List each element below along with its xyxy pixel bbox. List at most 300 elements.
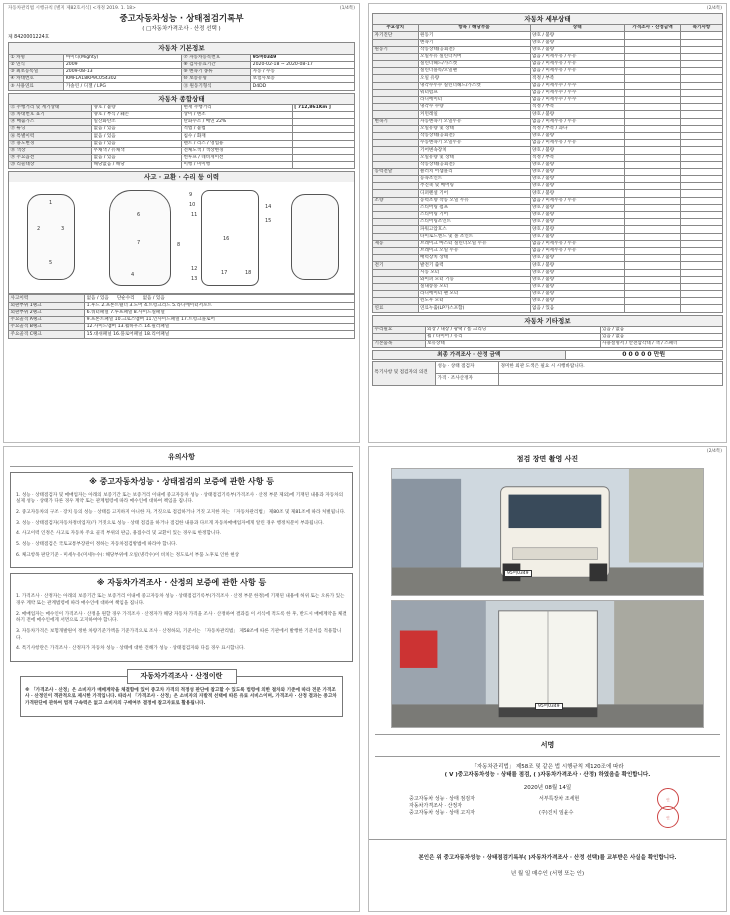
device-name: [373, 204, 419, 211]
opinion-inspector-label: 성능 · 상태 점검자: [436, 361, 499, 373]
car-top-view: [109, 190, 171, 286]
detail-row: [373, 125, 723, 132]
device-name: [373, 132, 419, 139]
field-label: ② 연식: [9, 61, 64, 68]
item-name: 동력조향 작동 오일 누유: [418, 197, 530, 204]
document-title: 중고자동차성능 · 상태점검기록부: [119, 14, 244, 24]
item-state: 없음 / 미세누수 / 누수: [530, 82, 625, 89]
device-name: [373, 147, 419, 154]
mileage-cell: [292, 162, 354, 169]
part-number: 7: [137, 240, 141, 247]
item-state: 양호 / 불량: [530, 111, 625, 118]
item-state: 없음 / 미세누유 / 누유: [530, 240, 625, 247]
field-label: 사고이력: [9, 295, 85, 302]
device-name: 원동기: [373, 46, 419, 53]
item-name: 실린더헤드/가스켓: [418, 61, 530, 68]
field-value: 휠 / 타이어 / 유리: [425, 333, 600, 340]
item-state: 적정 / 부족: [530, 75, 625, 82]
mileage-cell: [292, 133, 354, 140]
accident-value: 단순수리: [116, 295, 135, 301]
remark-cell: [681, 89, 723, 96]
item-name: 기어변속장치: [418, 147, 530, 154]
notice-paragraph: 1. 성능 · 상태점검자 및 매매업자는 아래의 보증기간 또는 보증거리 이내에 중고자동차 성능 · 상태점검기록부(가격조사 · 산정 부분 제외)에 기재된 내용과 자동차의 실제 성능 · 상태가 다른 경우 계약 또는 관계법령에 따라 매수인에 대하여 책임을 집니다.: [16, 492, 344, 505]
field-value: 2020-02-18 ~ 2020-08-17: [251, 61, 355, 68]
appraisal-cell: [625, 118, 681, 125]
appraisal-cell: [625, 147, 681, 154]
remark-cell: [681, 82, 723, 89]
field-value: [85, 295, 355, 302]
remark-cell: [681, 247, 723, 254]
mileage-cell: [292, 126, 354, 133]
detail-row: [373, 204, 723, 211]
part-number: 9: [189, 192, 193, 199]
stamp-seal-2: [657, 806, 679, 828]
remark-cell: [681, 168, 723, 175]
notice-paragraph: 2. 매매업자는 매수인이 가격조사 · 산정을 원할 경우 가격조사 · 산정자가 해당 자동차 가격을 조사 · 산정하여 결과를 이 서식에 적도록 한 후, 반드시 매매계약을 체결하기 전에 매수인에게 서면으로 고지하여야 합니다.: [16, 611, 347, 624]
mileage-cell: [292, 154, 354, 161]
detail-row: [373, 255, 723, 262]
item-state: 없음 / 미세누유 / 누유: [530, 61, 625, 68]
appraisal-warranty-title: ※ 자동차가격조사 · 산정의 보증에 관한 사항 등: [96, 578, 267, 588]
remark-cell: [681, 262, 723, 269]
accident-table: [8, 294, 355, 338]
remark-cell: [681, 111, 723, 118]
remark-cell: [681, 147, 723, 154]
item-name: 라디에이터: [418, 97, 530, 104]
device-name: [373, 111, 419, 118]
item-state: 없음 / 미세누유 / 누유: [530, 197, 625, 204]
appraisal-cell: [625, 111, 681, 118]
detail-row: [373, 68, 723, 75]
opinion-appraiser-label: 가격 · 조사산정자: [436, 373, 499, 385]
inspection-warranty-title: ※ 중고자동차성능 · 상태점검의 보증에 관한 사항 등: [89, 476, 274, 486]
overall-row: [9, 119, 355, 126]
basic-info-row: [9, 83, 355, 90]
item-name: 오일유량 및 상태: [418, 154, 530, 161]
appraisal-definition-box: [20, 671, 343, 717]
appraisal-cell: [625, 190, 681, 197]
appraisal-definition-title: 자동차가격조사 · 산정이란: [127, 669, 237, 684]
other-info-row: [373, 341, 723, 348]
remark-cell: [681, 61, 723, 68]
item-name: 자동변속기 오일누유: [418, 118, 530, 125]
item-state: 양호 / 불량: [530, 46, 625, 53]
field-label: ⑮ 튜닝: [9, 126, 92, 133]
opinion-table: [372, 361, 723, 386]
item-name: 변속기: [418, 39, 530, 46]
part-number: 1: [49, 200, 53, 207]
part-number: 14: [265, 204, 272, 211]
basic-info-row: [9, 68, 355, 75]
field-label: ⑳ 리콜대상: [9, 162, 92, 169]
device-name: [373, 68, 419, 75]
field-value: 탄화수소 / 매연 22%: [181, 119, 292, 126]
remark-cell: [681, 32, 723, 39]
item-state: 양호 / 불량: [530, 132, 625, 139]
item-name: 타이로드엔드 및 볼 조인트: [418, 233, 530, 240]
remark-cell: [681, 75, 723, 82]
item-name: 냉각수 수량: [418, 104, 530, 111]
field-label: 주요골격 B랭크: [9, 324, 85, 331]
field-value: 렌트 / 리스 / 영업용: [181, 140, 292, 147]
item-name: 발전기 출력: [418, 262, 530, 269]
overall-row: [9, 162, 355, 169]
field-label: ⑬ 차대번호 표기: [9, 111, 92, 118]
appraisal-cell: [625, 125, 681, 132]
appraisal-cell: [625, 132, 681, 139]
appraisal-cell: [625, 140, 681, 147]
item-name: 연료누출(LP가스포함): [418, 305, 530, 312]
item-state: 양호 / 불량: [530, 276, 625, 283]
device-name: 자기진단: [373, 32, 419, 39]
item-name: 작동상태(공회전): [418, 161, 530, 168]
field-label: ⑯ 특별이력: [9, 133, 92, 140]
item-state: 적정 / 부족 / 과다: [530, 125, 625, 132]
detail-row: [373, 53, 723, 60]
stamp-seal-2-text: 인: [666, 815, 670, 820]
device-name: [373, 104, 419, 111]
part-number: 6: [137, 212, 141, 219]
field-value: [85, 302, 355, 309]
remark-cell: [681, 183, 723, 190]
detail-row: [373, 183, 723, 190]
detail-row: [373, 154, 723, 161]
accident-value: 없음 / 있음: [142, 295, 165, 301]
device-name: [373, 233, 419, 240]
front-license-plate: 95버0349: [504, 570, 532, 578]
overall-table: [8, 104, 355, 170]
item-name: 냉각수누수 실린더헤드/가스켓: [418, 82, 530, 89]
item-state: 양호 / 불량: [530, 39, 625, 46]
field-value: 양호 / 불량: [92, 104, 182, 111]
signature-row: [409, 810, 686, 816]
device-name: [373, 154, 419, 161]
part-number: 16: [223, 236, 230, 243]
item-state: 양호 / 불량: [530, 168, 625, 175]
remark-cell: [681, 118, 723, 125]
item-name: 오일유량 및 상태: [418, 125, 530, 132]
item-state: 양호 / 불량: [530, 204, 625, 211]
accident-value: 15.대쉬패널 16.플로어패널 18.리어패널: [86, 331, 170, 337]
appraisal-cell: [625, 61, 681, 68]
notice-paragraph: 3. 성능 · 상태점검자(자동차정비업자)가 거짓으로 성능 · 상태 점검을 하거나 점검한 내용과 다르게 자동차매매업자에게 알린 경우 행정처분이 부과됩니다.: [16, 520, 324, 526]
device-name: [373, 269, 419, 276]
detail-row: [373, 61, 723, 68]
mileage-cell: [292, 111, 354, 118]
overall-row: [9, 104, 355, 111]
field-label: ⑲ 주요옵션: [9, 154, 92, 161]
field-label: 외판부위 1랭크: [9, 302, 85, 309]
opinion-label: 특기사항 및 점검자의 의견: [373, 361, 436, 385]
appraisal-cell: [625, 68, 681, 75]
inspection-warranty-box: [10, 472, 353, 569]
field-label: 주요골격 C랭크: [9, 331, 85, 338]
device-name: [373, 183, 419, 190]
form-number: 자동차관리법 시행규칙 [별지 제82호서식] <개정 2019. 1. 18>: [8, 6, 136, 11]
rear-license-plate: 95버0349: [535, 703, 563, 711]
remark-cell: [681, 219, 723, 226]
part-number: 3: [61, 226, 65, 233]
device-name: [373, 283, 419, 290]
field-value: D4DD: [251, 83, 355, 90]
field-value: 가솔린 / 디젤 / LPG: [64, 83, 182, 90]
appraisal-cell: [625, 176, 681, 183]
item-state: 적정 / 부족: [530, 104, 625, 111]
field-label: ⑦ 자동차등록번호: [181, 54, 250, 61]
item-name: 오일누유 실린더커버: [418, 53, 530, 60]
item-name: 작동상태(공회전): [418, 46, 530, 53]
basic-info-row: [9, 76, 355, 83]
item-name: 클러치 어셈블리: [418, 168, 530, 175]
signer-name: (주)진치 임윤수: [539, 810, 574, 817]
field-value: 전체도색 / 색상변경: [181, 147, 292, 154]
part-number: 12: [191, 266, 198, 273]
remark-cell: [681, 39, 723, 46]
signature-date: 2020년 08월 14일: [523, 785, 572, 791]
remark-cell: [681, 283, 723, 290]
item-state: 없음 / 미세누수 / 누수: [530, 97, 625, 104]
part-number: 18: [245, 270, 252, 277]
accident-title: 사고 · 교환 · 수리 등 이력: [8, 171, 355, 182]
signature-statement-2: ( V )중고자동차성능 · 상태를 점검, ( )자동차가격조사 · 산정) 하였음을 확인합니다.: [444, 771, 651, 778]
overall-row: [9, 154, 355, 161]
detail-row: [373, 168, 723, 175]
detail-row: [373, 283, 723, 290]
device-name: 동력전달: [373, 168, 419, 175]
basic-info-row: [9, 54, 355, 61]
remark-cell: [681, 46, 723, 53]
item-state: 없음 / 미세누유 / 누유: [530, 53, 625, 60]
remark-cell: [681, 53, 723, 60]
appraisal-cell: [625, 53, 681, 60]
detail-row: [373, 39, 723, 46]
detail-row: [373, 276, 723, 283]
accident-row: [9, 295, 355, 302]
detail-row: [373, 219, 723, 226]
remark-cell: [681, 240, 723, 247]
item-name: 브레이크 마스터 실린더오일 누유: [418, 240, 530, 247]
detail-row: [373, 46, 723, 53]
appraisal-cell: [625, 39, 681, 46]
remark-cell: [681, 154, 723, 161]
field-value: 마이티(Mighty): [64, 54, 182, 61]
mileage-cell: [ 712,861Km ]: [292, 104, 354, 111]
detail-row: [373, 298, 723, 305]
appraisal-cell: [625, 82, 681, 89]
detail-row: [373, 176, 723, 183]
item-state: 양호 / 불량: [530, 298, 625, 305]
appraisal-definition-text: ※ 「가격조사 · 산정」은 소비자가 매매계약을 체결함에 있어 중고차 가격의 적정성 판단에 참고할 수 있도록 법령에 의한 절차와 기준에 따라 전문 가격조사 · 산정인이 객관적으로 제시한 가격입니다. 따라서 「가격조사 · 산정」은 소비자의 자발적 선택에 따른 유료 서비스이며, 가격조사 · 산정 결과는 중고차 가격판단에 관하여 법적 구속력은 없고 소비자의 구매여부 결정에 참고자료로 활용됩니다.: [25, 687, 337, 706]
item-name: 와이퍼 모터 기능: [418, 276, 530, 283]
detail-row: [373, 104, 723, 111]
field-value: 양호 / 부식 / 훼손: [92, 111, 182, 118]
receipt-confirmation: 본인은 위 중고자동차성능 · 상태점검기록부( )자동차가격조사 · 산정 선택)를 교부받은 사실을 확인합니다.: [418, 854, 677, 861]
remark-cell: [681, 176, 723, 183]
detail-header-cell: 상태: [530, 25, 625, 32]
remark-cell: [681, 68, 723, 75]
device-name: [373, 53, 419, 60]
appraisal-cell: [625, 104, 681, 111]
device-name: 전기: [373, 262, 419, 269]
item-state: 없음 / 미세누유 / 누유: [530, 140, 625, 147]
detail-row: [373, 32, 723, 39]
overall-row: [9, 140, 355, 147]
remark-cell: [681, 291, 723, 298]
detail-row: [373, 161, 723, 168]
field-label: ③ 최초등록일: [9, 68, 64, 75]
overall-row: [9, 111, 355, 118]
signer-role: 중고자동차 성능 · 상태 고지자: [409, 810, 475, 817]
field-value: [85, 309, 355, 316]
page-3-notes: [3, 446, 360, 912]
item-state: 없음 / 미세누유 / 누유: [530, 247, 625, 254]
page-label: (1/4쪽): [339, 6, 355, 11]
device-name: [373, 298, 419, 305]
appraisal-cell: [625, 212, 681, 219]
remark-cell: [681, 197, 723, 204]
appraisal-cell: [625, 219, 681, 226]
item-state: 없음 / 있음: [530, 305, 625, 312]
field-value: 사용설명서 / 안전삼각대 / 잭 / 스패너: [600, 341, 723, 348]
field-value: 2009-08-13: [64, 68, 182, 75]
part-number: 2: [37, 226, 41, 233]
basic-info-row: [9, 61, 355, 68]
accident-value: 없음 / 있음: [86, 295, 109, 301]
item-name: 브레이크 오일 누유: [418, 247, 530, 254]
remark-cell: [681, 161, 723, 168]
field-value: 있음 / 없음: [600, 326, 723, 333]
item-name: 수동변속기 오일누유: [418, 140, 530, 147]
accident-value: 1.후드 2.프론트휀더 3.도어 4.트렁크리드 5.라디에이터서포트: [86, 302, 212, 308]
device-name: [373, 276, 419, 283]
part-number: 5: [49, 260, 53, 267]
item-state: 양호 / 불량: [530, 147, 625, 154]
detail-row: [373, 240, 723, 247]
device-name: [373, 97, 419, 104]
item-state: 양호 / 불량: [530, 269, 625, 276]
device-name: [373, 255, 419, 262]
detail-row: [373, 226, 723, 233]
field-label: ⑩ 보증유형: [181, 76, 250, 83]
buyer-signature-line: 년 월 일 매수인 (서명 또는 인): [510, 870, 585, 877]
notice-paragraph: 2. 중고자동차의 구조 · 장치 등의 성능 · 상태를 고지하지 아니한 자, 거짓으로 점검하거나 거짓 고지한 자는 「자동차관리법」 제80조 및 제81조에 따라 처벌됩니다.: [16, 510, 346, 516]
field-value: [85, 317, 355, 324]
remark-cell: [681, 298, 723, 305]
notice-paragraph: 1. 가격조사 · 산정자는 아래의 보증기간 또는 보증거리 이내에 중고자동차 성능 · 상태점검기록부(가격조사 · 산정 부분 한정)에 기재된 내용에 허위 또는 오류가 있는 경우 계약 또는 관계법령에 따라 매수인에 대하여 책임을 집니다.: [16, 594, 345, 606]
item-state: 양호 / 불량: [530, 219, 625, 226]
final-amount-table: [372, 350, 723, 360]
remark-cell: [681, 276, 723, 283]
appraisal-cell: [625, 247, 681, 254]
front-photo: [391, 468, 704, 596]
part-number: 4: [131, 272, 135, 279]
device-name: [373, 125, 419, 132]
field-label: 기본품목: [373, 341, 426, 348]
field-value: 없음 / 있음: [92, 126, 182, 133]
item-state: 양호 / 불량: [530, 212, 625, 219]
appraisal-cell: [625, 89, 681, 96]
detail-row: [373, 262, 723, 269]
detail-row: [373, 111, 723, 118]
item-name: 실내송풍 모터: [418, 283, 530, 290]
overall-row: [9, 147, 355, 154]
appraisal-cell: [625, 46, 681, 53]
notice-paragraph: 5. 성능 · 상태점검은 국토교통부장관이 정하는 자동차점검방법에 따라야 합니다.: [16, 542, 177, 548]
car-diagram: [8, 182, 355, 294]
item-state: 양호 / 불량: [530, 190, 625, 197]
remark-cell: [681, 132, 723, 139]
item-name: 등속조인트: [418, 176, 530, 183]
field-value: KMFLA18KP9C054302: [64, 76, 182, 83]
record-number: 제 8420001224호: [8, 34, 50, 40]
detail-row: [373, 97, 723, 104]
appraisal-cell: [625, 197, 681, 204]
car-right-view: [291, 194, 339, 280]
remark-cell: [681, 233, 723, 240]
item-state: 양호 / 불량: [530, 32, 625, 39]
stamp-seal-1-text: 인: [666, 797, 670, 802]
final-amount-label: 최종 가격조사 · 산정 금액: [373, 351, 566, 360]
field-label: ⑱ 색상: [9, 147, 92, 154]
rear-photo: [391, 600, 704, 728]
field-label: ⑧ 검사유효기간: [181, 61, 250, 68]
detail-header-cell: 가격조사 · 산정금액: [625, 25, 681, 32]
accident-row: [9, 309, 355, 316]
appraisal-cell: [625, 161, 681, 168]
field-label: ⑪ 원동기형식: [181, 83, 250, 90]
overall-row: [9, 133, 355, 140]
item-state: 양호 / 불량: [530, 255, 625, 262]
field-value: 없음 / 있음: [92, 154, 182, 161]
device-name: [373, 226, 419, 233]
field-value: 적법 / 불법: [181, 126, 292, 133]
detail-row: [373, 132, 723, 139]
device-name: [373, 176, 419, 183]
field-label: ① 차명: [9, 54, 64, 61]
item-state: 없음 / 미세누유 / 누유: [530, 68, 625, 75]
remark-cell: [681, 212, 723, 219]
page-4-photos-signature: [368, 446, 727, 912]
other-info-table: [372, 326, 723, 349]
item-name: 스티어링 펌프: [418, 204, 530, 211]
field-value: 무채색 / 유채색: [92, 147, 182, 154]
other-info-title: 자동차 기타정보: [372, 315, 723, 326]
appraisal-cell: [625, 269, 681, 276]
remark-cell: [681, 97, 723, 104]
field-value: 외장 / 내장 / 광택 / 룸 크리닝: [425, 326, 600, 333]
appraisal-cell: [625, 32, 681, 39]
part-number: 17: [221, 270, 228, 277]
signer-role: 자동차가격조사 · 산정자: [409, 803, 463, 810]
detail-header-cell: 특기사항: [681, 25, 723, 32]
detail-row: [373, 212, 723, 219]
field-value: 이행 / 미이행: [181, 162, 292, 169]
device-name: [373, 89, 419, 96]
mileage-cell: [292, 119, 354, 126]
field-value: 현재 주행거리: [181, 104, 292, 111]
item-state: 양호 / 불량: [530, 161, 625, 168]
field-value: 없음 / 있음: [92, 133, 182, 140]
detail-header-cell: 항목 / 해당부품: [418, 25, 530, 32]
appraisal-cell: [625, 204, 681, 211]
device-name: [373, 291, 419, 298]
detail-table: [372, 24, 723, 313]
part-number: 11: [191, 212, 198, 219]
signature-row: [409, 796, 686, 802]
field-value: 자동 / 수동: [251, 68, 355, 75]
field-value: 2009: [64, 61, 182, 68]
appraisal-cell: [625, 276, 681, 283]
